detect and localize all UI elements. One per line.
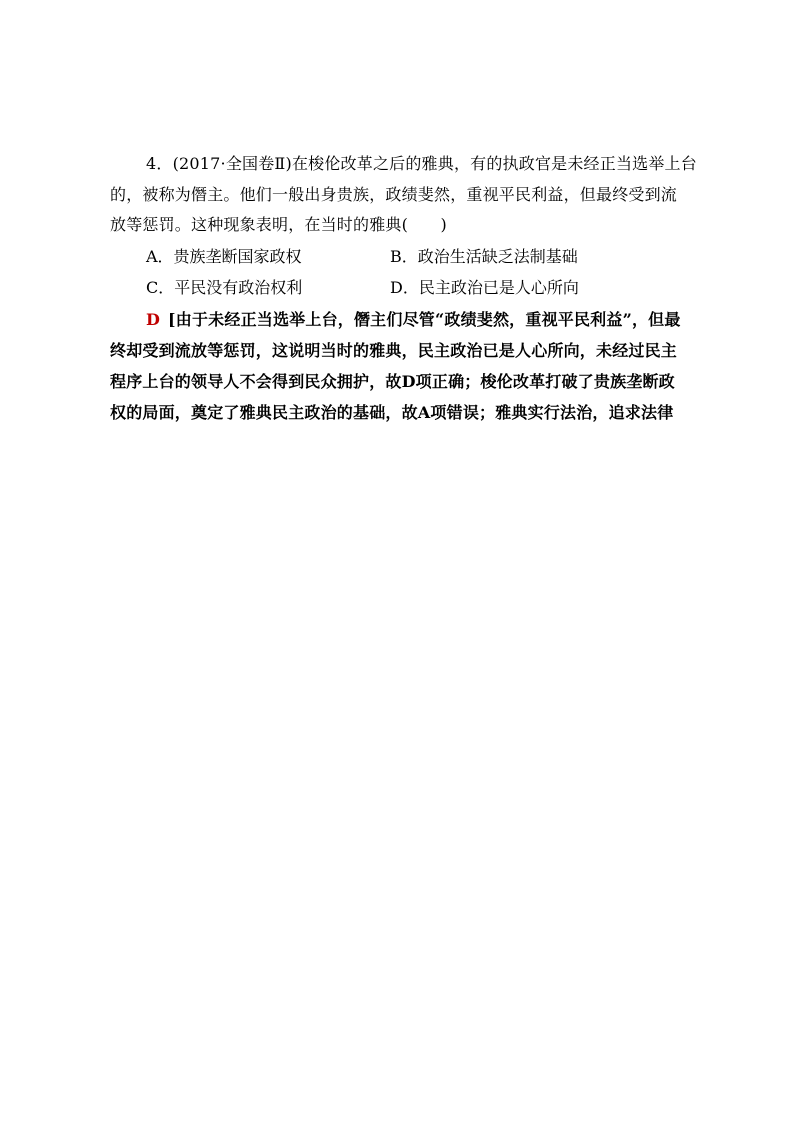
q4-explanation-3: 程序上台的领导人不会得到民众拥护，故D项正确；梭伦改革打破了贵族垄断政 [110,372,675,391]
q4-explanation-2: 终却受到流放等惩罚，这说明当时的雅典，民主政治已是人心所向，未经过民主 [110,341,678,360]
q4-explanation-1: [由于未经正当选举上台，僭主们尽管“政绩斐然，重视平民利益”，但最 [168,310,681,329]
q4-option-c: C．平民没有政治权利 [146,278,303,297]
q4-option-a: A．贵族垄断国家政权 [146,247,302,266]
q4-option-d: D．民主政治已是人心所向 [390,278,579,297]
q4-explanation-4: 权的局面，奠定了雅典民主政治的基础，故A项错误；雅典实行法治，追求法律 [110,403,674,422]
q4-stem-line-3: 放等惩罚。这种现象表明，在当时的雅典( ) [110,215,447,234]
q4-option-b: B．政治生活缺乏法制基础 [390,247,578,266]
q4-stem-line-2: 的，被称为僭主。他们一般出身贵族，政绩斐然，重视平民利益，但最终受到流 [110,185,678,204]
q4-answer-letter: D [146,310,161,329]
q4-stem-line-1: 4．(2017·全国卷Ⅱ)在梭伦改革之后的雅典，有的执政官是未经正当选举上台 [146,154,697,173]
q4-answer-line-1 [146,309,681,331]
